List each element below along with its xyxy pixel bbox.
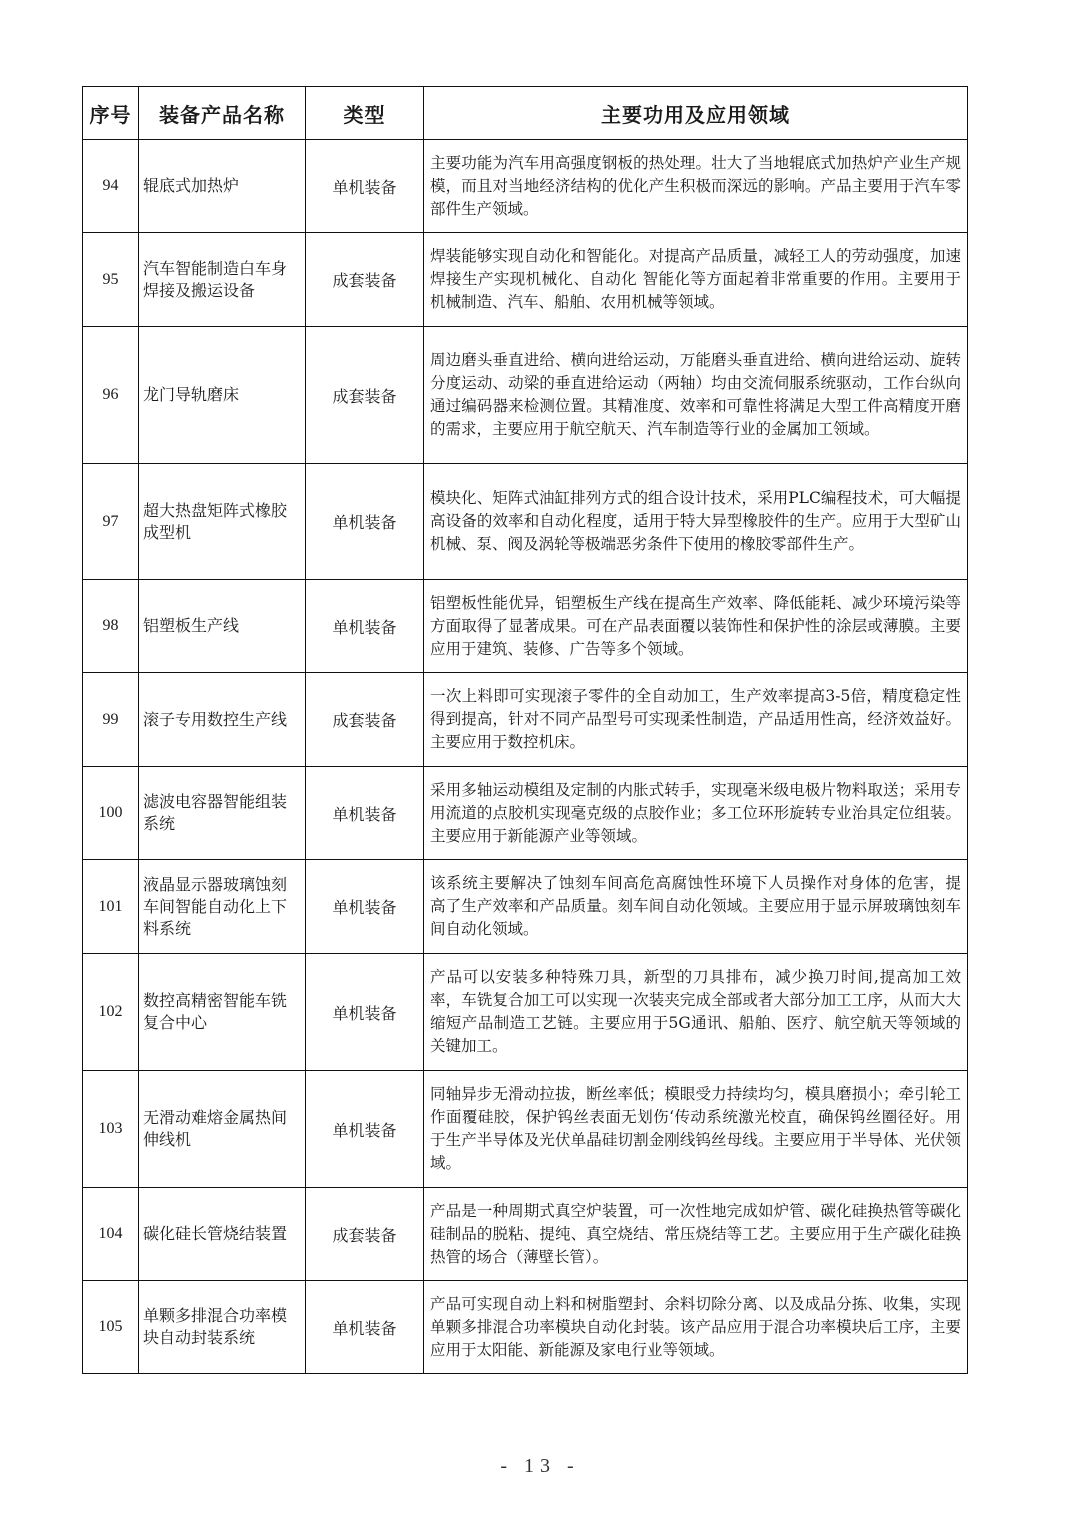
table-row [83,767,968,860]
row-no: 97 [83,464,139,580]
header-name: 装备产品名称 [139,87,306,140]
table-row [83,1071,968,1188]
row-no: 101 [83,860,139,954]
row-name: 汽车智能制造白车身焊接及搬运设备 [139,233,306,327]
row-type: 单机装备 [306,767,424,860]
row-no: 98 [83,580,139,673]
row-desc: 一次上料即可实现滚子零件的全自动加工，生产效率提高3-5倍，精度稳定性得到提高，针对不同产品型号可实现柔性制造，产品适用性高，经济效益好。主要应用于数控机床。 [424,673,968,767]
row-name: 无滑动难熔金属热间伸线机 [139,1071,306,1188]
table-header-row [83,87,968,140]
row-type: 单机装备 [306,1071,424,1188]
table-row [83,464,968,580]
row-type: 成套装备 [306,233,424,327]
row-name: 数控高精密智能车铣复合中心 [139,954,306,1071]
table-row [83,1281,968,1374]
row-type: 成套装备 [306,327,424,464]
row-desc: 模块化、矩阵式油缸排列方式的组合设计技术，采用PLC编程技术，可大幅提高设备的效率和自动化程度，适用于特大异型橡胶件的生产。应用于大型矿山机械、泵、阀及涡轮等极端恶劣条件下使用的橡胶零部件生产。 [424,464,968,580]
row-desc: 产品可实现自动上料和树脂塑封、余料切除分离、以及成品分拣、收集，实现单颗多排混合功率模块自动化封装。该产品应用于混合功率模块后工序，主要应用于太阳能、新能源及家电行业等领域。 [424,1281,968,1374]
row-name: 碳化硅长管烧结装置 [139,1188,306,1281]
row-name: 辊底式加热炉 [139,140,306,233]
row-type: 成套装备 [306,673,424,767]
row-desc: 铝塑板性能优异，铝塑板生产线在提高生产效率、降低能耗、减少环境污染等方面取得了显著成果。可在产品表面覆以装饰性和保护性的涂层或薄膜。主要应用于建筑、装修、广告等多个领域。 [424,580,968,673]
row-name: 液晶显示器玻璃蚀刻车间智能自动化上下料系统 [139,860,306,954]
row-desc: 焊装能够实现自动化和智能化。对提高产品质量，减轻工人的劳动强度，加速焊接生产实现机械化、自动化 智能化等方面起着非常重要的作用。主要用于机械制造、汽车、船舶、农用机械等领域。 [424,233,968,327]
row-no: 96 [83,327,139,464]
row-name: 超大热盘矩阵式橡胶成型机 [139,464,306,580]
row-desc: 同轴异步无滑动拉拔，断丝率低；模眼受力持续均匀，模具磨损小；牵引轮工作面覆硅胶，保护钨丝表面无划伤‘传动系统激光校直，确保钨丝圈径好。用于生产半导体及光伏单晶硅切割金刚线钨丝母线。主要应用于半导体、光伏领域。 [424,1071,968,1188]
row-no: 95 [83,233,139,327]
page-number: - 13 - [500,1455,580,1477]
row-desc: 产品可以安装多种特殊刀具，新型的刀具排布，减少换刀时间,提高加工效率，车铣复合加工可以实现一次装夹完成全部或者大部分加工工序，从而大大缩短产品制造工艺链。主要应用于5G通讯、船舶、医疗、航空航天等领域的关键加工。 [424,954,968,1071]
row-type: 单机装备 [306,140,424,233]
row-type: 单机装备 [306,580,424,673]
row-no: 102 [83,954,139,1071]
header-no: 序号 [83,87,139,140]
row-name: 单颗多排混合功率模块自动封装系统 [139,1281,306,1374]
table-row [83,233,968,327]
equipment-table [82,86,968,1374]
row-name: 滤波电容器智能组装系统 [139,767,306,860]
row-name: 铝塑板生产线 [139,580,306,673]
row-no: 104 [83,1188,139,1281]
header-desc: 主要功用及应用领域 [424,87,968,140]
row-desc: 周边磨头垂直进给、横向进给运动，万能磨头垂直进给、横向进给运动、旋转分度运动、动梁的垂直进给运动（两轴）均由交流伺服系统驱动，工作台纵向通过编码器来检测位置。其精准度、效率和可靠性将满足大型工件高精度开磨的需求，主要应用于航空航天、汽车制造等行业的金属加工领域。 [424,327,968,464]
table-row [83,673,968,767]
row-type: 单机装备 [306,464,424,580]
row-name: 龙门导轨磨床 [139,327,306,464]
table-row [83,1188,968,1281]
row-no: 94 [83,140,139,233]
row-type: 单机装备 [306,1281,424,1374]
header-type: 类型 [306,87,424,140]
row-name: 滚子专用数控生产线 [139,673,306,767]
table-row [83,954,968,1071]
row-desc: 采用多轴运动模组及定制的内胀式转手，实现毫米级电极片物料取送；采用专用流道的点胶机实现毫克级的点胶作业；多工位环形旋转专业治具定位组装。主要应用于新能源产业等领域。 [424,767,968,860]
row-desc: 该系统主要解决了蚀刻车间高危高腐蚀性环境下人员操作对身体的危害，提 高了生产效率和产品质量。刻车间自动化领域。主要应用于显示屏玻璃蚀刻车间自动化领域。 [424,860,968,954]
row-desc: 产品是一种周期式真空炉装置，可一次性地完成如炉管、碳化硅换热管等碳化硅制品的脱粘、提纯、真空烧结、常压烧结等工艺。主要应用于生产碳化硅换热管的场合（薄壁长管）。 [424,1188,968,1281]
table-row [83,860,968,954]
row-type: 单机装备 [306,954,424,1071]
row-type: 单机装备 [306,860,424,954]
table-row [83,140,968,233]
row-type: 成套装备 [306,1188,424,1281]
row-no: 103 [83,1071,139,1188]
row-desc: 主要功能为汽车用高强度钢板的热处理。壮大了当地辊底式加热炉产业生产规模，而且对当地经济结构的优化产生积极而深远的影响。产品主要用于汽车零部件生产领域。 [424,140,968,233]
table-row [83,327,968,464]
row-no: 100 [83,767,139,860]
row-no: 105 [83,1281,139,1374]
table-row [83,580,968,673]
row-no: 99 [83,673,139,767]
